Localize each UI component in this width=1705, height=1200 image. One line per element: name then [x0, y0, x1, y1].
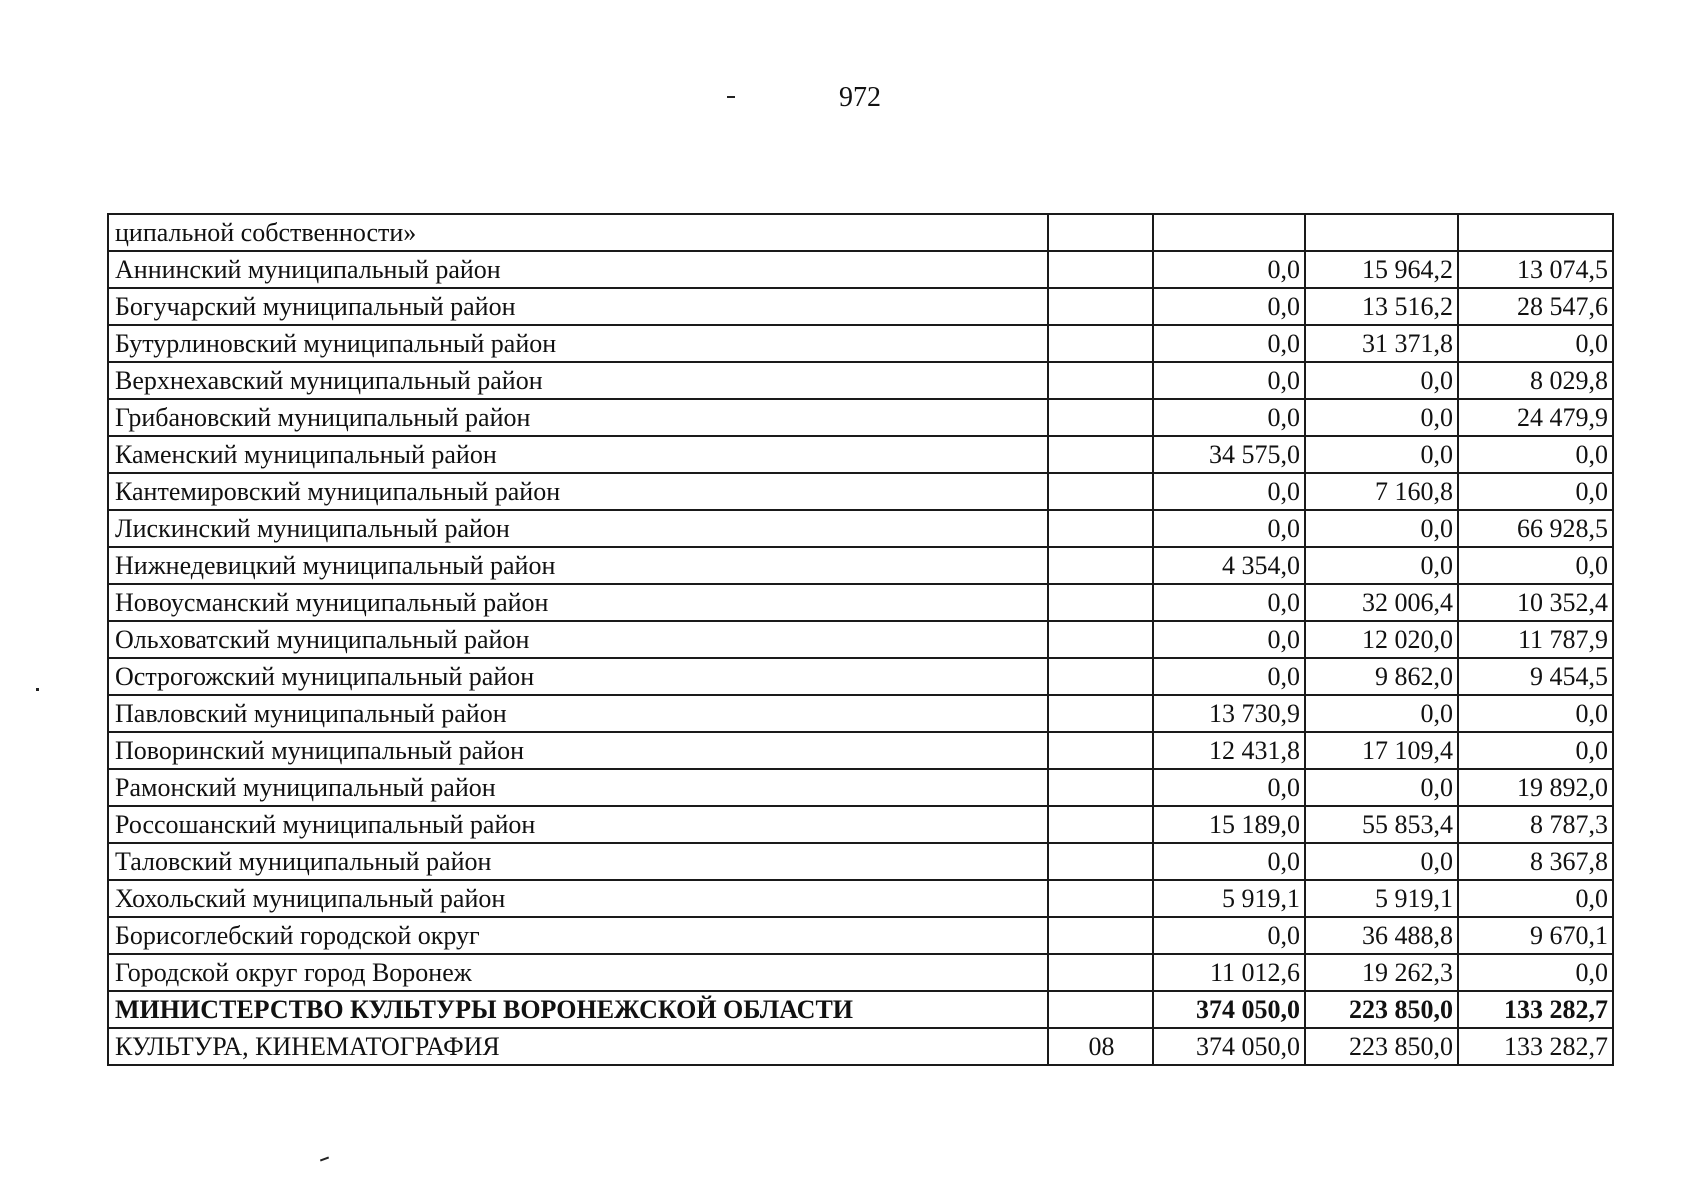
row-code-cell: [1048, 695, 1153, 732]
row-name-cell: Поворинский муниципальный район: [108, 732, 1048, 769]
row-value-3-cell: 8 029,8: [1458, 362, 1613, 399]
row-value-3-cell: 9 670,1: [1458, 917, 1613, 954]
row-value-1-cell: 0,0: [1153, 843, 1305, 880]
row-value-3-cell: 0,0: [1458, 954, 1613, 991]
row-value-1-cell: 0,0: [1153, 288, 1305, 325]
row-value-2-cell: 31 371,8: [1305, 325, 1458, 362]
row-code-cell: [1048, 288, 1153, 325]
row-name-cell: Бутурлиновский муниципальный район: [108, 325, 1048, 362]
row-value-3-cell: 19 892,0: [1458, 769, 1613, 806]
row-name-cell: ципальной собственности»: [108, 214, 1048, 251]
row-value-1-cell: 34 575,0: [1153, 436, 1305, 473]
row-name-cell: Рамонский муниципальный район: [108, 769, 1048, 806]
row-name-cell: Острогожский муниципальный район: [108, 658, 1048, 695]
row-value-2-cell: 17 109,4: [1305, 732, 1458, 769]
row-name-cell: КУЛЬТУРА, КИНЕМАТОГРАФИЯ: [108, 1028, 1048, 1065]
table-row: [108, 991, 1613, 1028]
row-value-3-cell: 0,0: [1458, 473, 1613, 510]
row-value-1-cell: 0,0: [1153, 584, 1305, 621]
row-code-cell: [1048, 880, 1153, 917]
row-value-3-cell: 8 367,8: [1458, 843, 1613, 880]
row-value-2-cell: 0,0: [1305, 399, 1458, 436]
row-value-2-cell: 223 850,0: [1305, 1028, 1458, 1065]
table-row: [108, 880, 1613, 917]
budget-table-body: [108, 214, 1613, 1065]
row-value-1-cell: 11 012,6: [1153, 954, 1305, 991]
row-value-3-cell: 28 547,6: [1458, 288, 1613, 325]
row-name-cell: Кантемировский муниципальный район: [108, 473, 1048, 510]
table-row: [108, 621, 1613, 658]
row-name-cell: Таловский муниципальный район: [108, 843, 1048, 880]
row-name-cell: Новоусманский муниципальный район: [108, 584, 1048, 621]
table-row: [108, 325, 1613, 362]
table-row: [108, 473, 1613, 510]
row-value-3-cell: 9 454,5: [1458, 658, 1613, 695]
row-value-1-cell: 0,0: [1153, 325, 1305, 362]
row-value-2-cell: 5 919,1: [1305, 880, 1458, 917]
row-code-cell: [1048, 436, 1153, 473]
row-code-cell: [1048, 658, 1153, 695]
table-row: [108, 806, 1613, 843]
table-row: [108, 288, 1613, 325]
row-name-cell: Аннинский муниципальный район: [108, 251, 1048, 288]
row-value-3-cell: 24 479,9: [1458, 399, 1613, 436]
row-value-1-cell: 5 919,1: [1153, 880, 1305, 917]
row-name-cell: Борисоглебский городской округ: [108, 917, 1048, 954]
row-value-3-cell: 0,0: [1458, 547, 1613, 584]
row-value-3-cell: 0,0: [1458, 880, 1613, 917]
row-value-3-cell: 0,0: [1458, 325, 1613, 362]
row-value-1-cell: 374 050,0: [1153, 1028, 1305, 1065]
table-row: [108, 510, 1613, 547]
row-code-cell: [1048, 473, 1153, 510]
row-code-cell: [1048, 399, 1153, 436]
row-name-cell: Хохольский муниципальный район: [108, 880, 1048, 917]
row-value-2-cell: 9 862,0: [1305, 658, 1458, 695]
table-row: [108, 695, 1613, 732]
table-row: [108, 658, 1613, 695]
page-number: 972: [839, 82, 881, 113]
row-value-1-cell: 0,0: [1153, 510, 1305, 547]
row-value-1-cell: 13 730,9: [1153, 695, 1305, 732]
row-code-cell: [1048, 584, 1153, 621]
row-value-2-cell: 0,0: [1305, 769, 1458, 806]
row-code-cell: [1048, 251, 1153, 288]
row-code-cell: [1048, 325, 1153, 362]
row-name-cell: Павловский муниципальный район: [108, 695, 1048, 732]
row-name-cell: Городской округ город Воронеж: [108, 954, 1048, 991]
row-value-1-cell: 0,0: [1153, 399, 1305, 436]
row-code-cell: [1048, 769, 1153, 806]
row-name-cell: Ольховатский муниципальный район: [108, 621, 1048, 658]
table-row: [108, 251, 1613, 288]
row-code-cell: [1048, 547, 1153, 584]
row-value-2-cell: 7 160,8: [1305, 473, 1458, 510]
row-value-2-cell: 55 853,4: [1305, 806, 1458, 843]
row-code-cell: [1048, 954, 1153, 991]
row-name-cell: Богучарский муниципальный район: [108, 288, 1048, 325]
row-value-2-cell: 0,0: [1305, 547, 1458, 584]
row-value-2-cell: 13 516,2: [1305, 288, 1458, 325]
table-row: [108, 399, 1613, 436]
row-value-2-cell: 0,0: [1305, 695, 1458, 732]
row-value-3-cell: 11 787,9: [1458, 621, 1613, 658]
row-value-3-cell: 13 074,5: [1458, 251, 1613, 288]
row-name-cell: Грибановский муниципальный район: [108, 399, 1048, 436]
row-value-1-cell: 0,0: [1153, 917, 1305, 954]
row-name-cell: Нижнедевицкий муниципальный район: [108, 547, 1048, 584]
row-value-2-cell: 223 850,0: [1305, 991, 1458, 1028]
table-row: [108, 214, 1613, 251]
row-code-cell: [1048, 991, 1153, 1028]
scan-speck: [727, 96, 735, 98]
row-name-cell: Верхнехавский муниципальный район: [108, 362, 1048, 399]
row-name-cell: МИНИСТЕРСТВО КУЛЬТУРЫ ВОРОНЕЖСКОЙ ОБЛАСТИ: [108, 991, 1048, 1028]
row-value-3-cell: 0,0: [1458, 695, 1613, 732]
row-value-3-cell: 66 928,5: [1458, 510, 1613, 547]
row-name-cell: Россошанский муниципальный район: [108, 806, 1048, 843]
table-row: [108, 954, 1613, 991]
row-value-1-cell: 0,0: [1153, 362, 1305, 399]
row-code-cell: [1048, 732, 1153, 769]
row-value-3-cell: 0,0: [1458, 436, 1613, 473]
row-value-2-cell: [1305, 214, 1458, 251]
row-value-2-cell: 0,0: [1305, 436, 1458, 473]
row-value-2-cell: 36 488,8: [1305, 917, 1458, 954]
row-value-1-cell: 0,0: [1153, 473, 1305, 510]
row-value-2-cell: 0,0: [1305, 843, 1458, 880]
row-value-3-cell: 133 282,7: [1458, 991, 1613, 1028]
row-value-2-cell: 15 964,2: [1305, 251, 1458, 288]
row-value-1-cell: 0,0: [1153, 251, 1305, 288]
row-value-1-cell: [1153, 214, 1305, 251]
row-code-cell: [1048, 621, 1153, 658]
row-value-1-cell: 12 431,8: [1153, 732, 1305, 769]
table-row: [108, 732, 1613, 769]
table-row: [108, 547, 1613, 584]
row-name-cell: Каменский муниципальный район: [108, 436, 1048, 473]
row-code-cell: 08: [1048, 1028, 1153, 1065]
scan-speck: [36, 688, 39, 691]
table-row: [108, 843, 1613, 880]
scan-speck: [320, 1157, 329, 1162]
budget-table: [107, 213, 1614, 1066]
row-value-3-cell: 0,0: [1458, 732, 1613, 769]
row-value-3-cell: [1458, 214, 1613, 251]
row-value-3-cell: 8 787,3: [1458, 806, 1613, 843]
row-value-1-cell: 4 354,0: [1153, 547, 1305, 584]
row-code-cell: [1048, 362, 1153, 399]
row-value-1-cell: 0,0: [1153, 658, 1305, 695]
row-value-1-cell: 0,0: [1153, 769, 1305, 806]
row-value-1-cell: 15 189,0: [1153, 806, 1305, 843]
row-value-2-cell: 19 262,3: [1305, 954, 1458, 991]
table-row: [108, 362, 1613, 399]
row-code-cell: [1048, 843, 1153, 880]
row-code-cell: [1048, 214, 1153, 251]
row-value-3-cell: 10 352,4: [1458, 584, 1613, 621]
row-value-3-cell: 133 282,7: [1458, 1028, 1613, 1065]
row-name-cell: Лискинский муниципальный район: [108, 510, 1048, 547]
row-code-cell: [1048, 806, 1153, 843]
table-row: [108, 436, 1613, 473]
table-row: [108, 1028, 1613, 1065]
row-value-2-cell: 0,0: [1305, 362, 1458, 399]
row-value-1-cell: 374 050,0: [1153, 991, 1305, 1028]
row-code-cell: [1048, 510, 1153, 547]
table-row: [108, 584, 1613, 621]
row-value-2-cell: 32 006,4: [1305, 584, 1458, 621]
row-value-2-cell: 0,0: [1305, 510, 1458, 547]
table-row: [108, 769, 1613, 806]
row-value-2-cell: 12 020,0: [1305, 621, 1458, 658]
table-row: [108, 917, 1613, 954]
row-value-1-cell: 0,0: [1153, 621, 1305, 658]
row-code-cell: [1048, 917, 1153, 954]
